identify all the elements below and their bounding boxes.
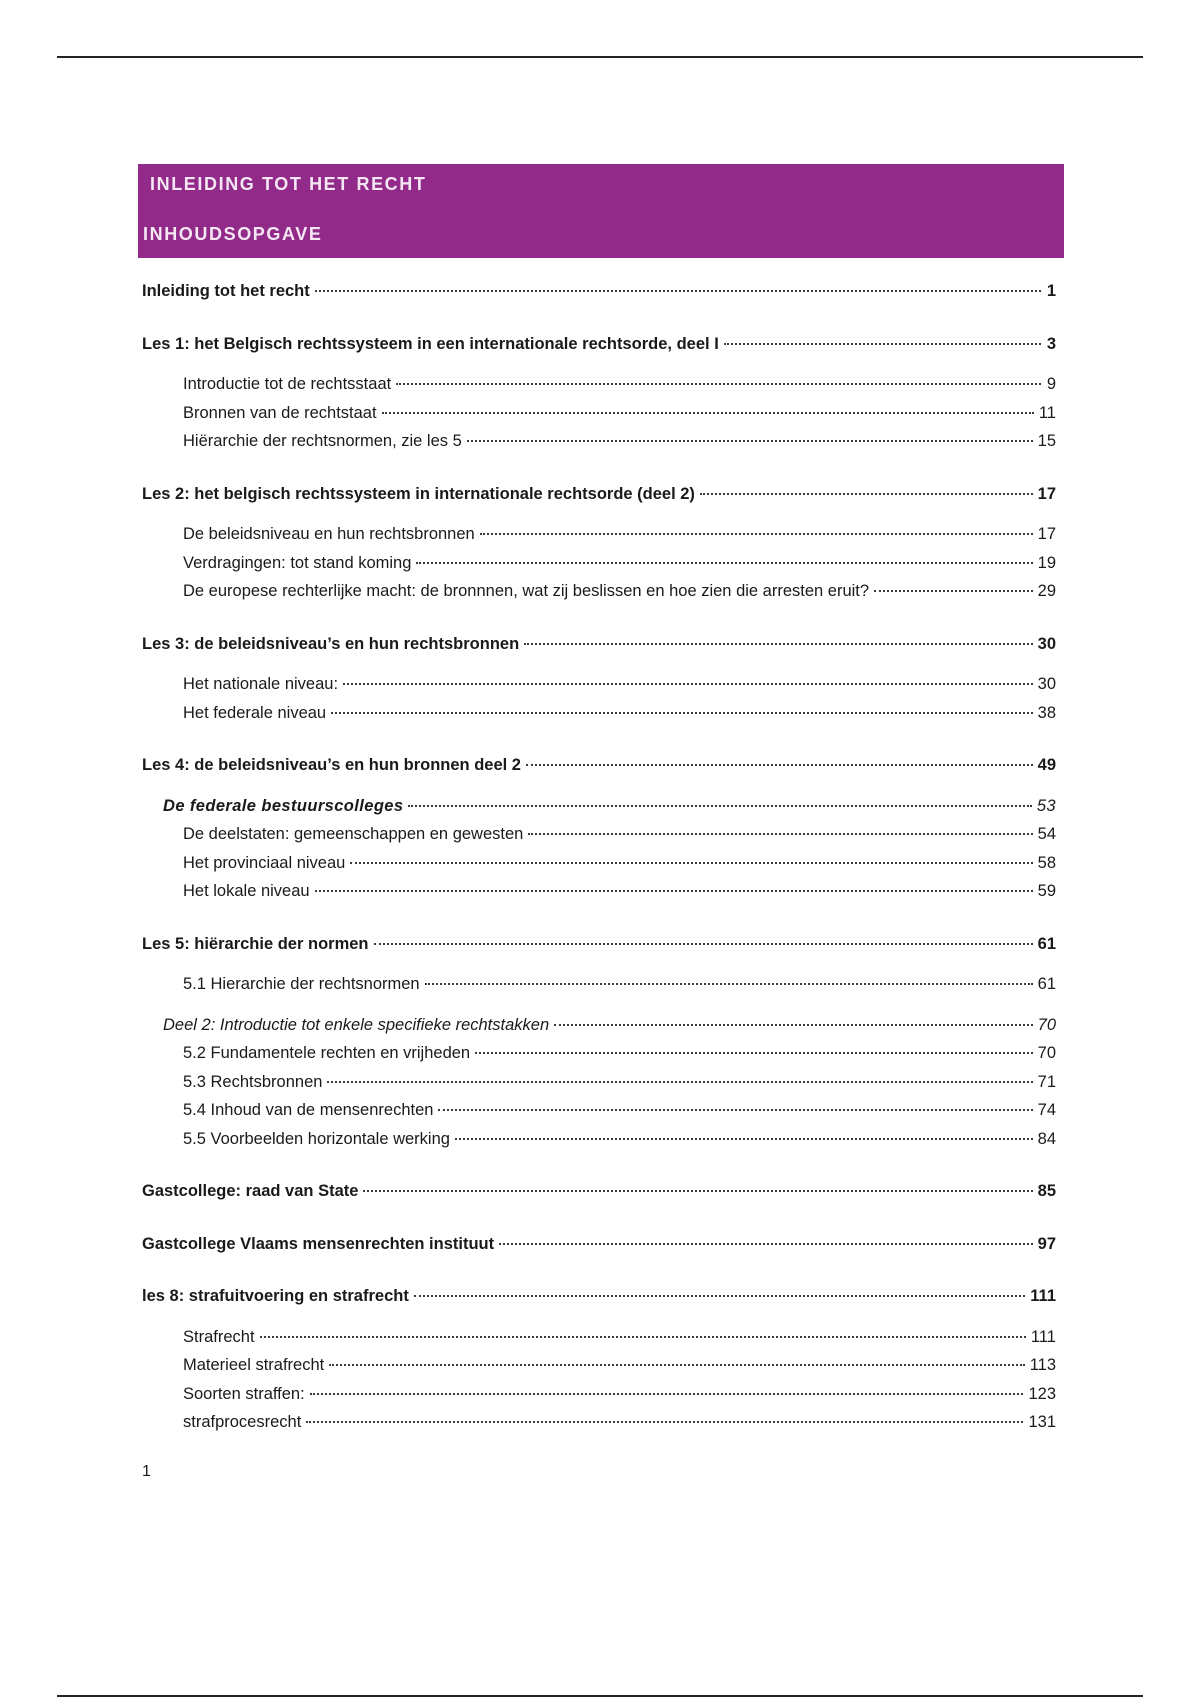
dot-leader bbox=[331, 711, 1033, 714]
toc-entry-page: 74 bbox=[1037, 1101, 1056, 1119]
toc-entry-page: 30 bbox=[1037, 634, 1056, 653]
footer-rule bbox=[57, 1695, 1143, 1697]
toc-spacer bbox=[142, 1263, 1056, 1287]
toc-entry-label: Materieel strafrecht bbox=[183, 1356, 325, 1374]
toc-chapter-entry[interactable] bbox=[142, 335, 1056, 364]
toc-entry-label: 5.3 Rechtsbronnen bbox=[183, 1072, 323, 1091]
toc-entry-page: 17 bbox=[1037, 484, 1056, 503]
toc-entry-label: Het nationale niveau: bbox=[183, 675, 339, 693]
toc-entry-page: 49 bbox=[1037, 756, 1056, 774]
dot-leader bbox=[327, 1080, 1032, 1083]
dot-leader bbox=[350, 861, 1032, 864]
toc-section-entry[interactable] bbox=[142, 1101, 1056, 1130]
toc-entry-page: 113 bbox=[1029, 1356, 1056, 1374]
toc-entry-page: 71 bbox=[1037, 1072, 1056, 1091]
header-rule bbox=[57, 56, 1143, 58]
dot-leader bbox=[467, 439, 1033, 442]
toc-spacer bbox=[142, 1211, 1056, 1235]
toc-entry-label: Hiërarchie der rechtsnormen, zie les 5 bbox=[183, 432, 462, 450]
toc-section-entry[interactable] bbox=[142, 854, 1056, 883]
dot-leader bbox=[438, 1108, 1032, 1111]
toc-section-entry[interactable] bbox=[142, 975, 1056, 1004]
toc-entry-page: 61 bbox=[1037, 934, 1056, 953]
toc-entry-page: 3 bbox=[1046, 334, 1056, 353]
dot-leader bbox=[382, 411, 1034, 414]
toc-entry-page: 30 bbox=[1037, 675, 1056, 693]
toc-entry-label: Les 5: hiërarchie der normen bbox=[142, 934, 369, 953]
toc-section-entry[interactable] bbox=[142, 797, 1056, 826]
table-of-contents bbox=[142, 282, 1056, 1442]
toc-entry-page: 61 bbox=[1037, 975, 1056, 993]
dot-leader bbox=[724, 342, 1041, 345]
toc-entry-page: 97 bbox=[1037, 1234, 1056, 1253]
toc-entry-label: strafprocesrecht bbox=[183, 1413, 302, 1431]
toc-entry-page: 1 bbox=[1046, 282, 1056, 300]
toc-section-entry[interactable] bbox=[142, 582, 1056, 611]
toc-entry-label: 5.1 Hierarchie der rechtsnormen bbox=[183, 975, 420, 993]
toc-entry-page: 53 bbox=[1036, 796, 1056, 815]
toc-entry-label: Soorten straffen: bbox=[183, 1384, 305, 1403]
dot-leader bbox=[416, 561, 1032, 564]
toc-entry-label: De federale bestuurscolleges bbox=[163, 796, 404, 815]
toc-spacer bbox=[142, 513, 1056, 525]
toc-entry-label: Gastcollege: raad van State bbox=[142, 1182, 359, 1200]
dot-leader bbox=[306, 1420, 1023, 1423]
toc-section-entry[interactable] bbox=[142, 675, 1056, 704]
toc-section-entry[interactable] bbox=[142, 825, 1056, 854]
toc-chapter-entry[interactable] bbox=[142, 485, 1056, 514]
dot-leader bbox=[363, 1189, 1032, 1192]
toc-entry-label: les 8: strafuitvoering en strafrecht bbox=[142, 1287, 409, 1305]
toc-section-entry[interactable] bbox=[142, 1130, 1056, 1159]
toc-section-entry[interactable] bbox=[142, 1073, 1056, 1102]
toc-spacer bbox=[142, 461, 1056, 485]
page-number: 1 bbox=[142, 1463, 151, 1480]
toc-entry-page: 58 bbox=[1037, 853, 1056, 872]
toc-section-entry[interactable] bbox=[142, 432, 1056, 461]
dot-leader bbox=[329, 1363, 1024, 1366]
toc-spacer bbox=[142, 732, 1056, 756]
dot-leader bbox=[455, 1137, 1033, 1140]
dot-leader bbox=[499, 1242, 1033, 1245]
toc-entry-page: 70 bbox=[1037, 1044, 1056, 1062]
dot-leader bbox=[315, 889, 1033, 892]
toc-entry-page: 54 bbox=[1037, 825, 1056, 843]
toc-chapter-entry[interactable] bbox=[142, 1287, 1056, 1316]
dot-leader bbox=[260, 1335, 1026, 1338]
toc-entry-label: Les 1: het Belgisch rechtssysteem in een internationale rechtsorde, deel I bbox=[142, 334, 719, 353]
dot-leader bbox=[528, 832, 1032, 835]
dot-leader bbox=[475, 1051, 1033, 1054]
toc-entry-label: Inleiding tot het recht bbox=[142, 282, 310, 300]
toc-entry-page: 123 bbox=[1028, 1384, 1056, 1403]
toc-entry-label: Het provinciaal niveau bbox=[183, 853, 346, 872]
toc-entry-label: Het federale niveau bbox=[183, 703, 327, 722]
toc-entry-page: 29 bbox=[1037, 582, 1056, 600]
toc-spacer bbox=[142, 911, 1056, 935]
toc-section-entry[interactable] bbox=[142, 1328, 1056, 1357]
toc-section-entry[interactable] bbox=[142, 554, 1056, 583]
toc-entry-page: 84 bbox=[1037, 1129, 1056, 1148]
toc-entry-page: 38 bbox=[1037, 703, 1056, 722]
dot-leader bbox=[480, 532, 1033, 535]
toc-section-entry[interactable] bbox=[142, 404, 1056, 433]
dot-leader bbox=[374, 942, 1033, 945]
toc-entry-label: 5.4 Inhoud van de mensenrechten bbox=[183, 1101, 434, 1119]
toc-section-entry[interactable] bbox=[142, 882, 1056, 911]
toc-section-entry[interactable] bbox=[142, 1016, 1056, 1045]
toc-entry-label: De beleidsniveau en hun rechtsbronnen bbox=[183, 525, 475, 543]
toc-section-entry[interactable] bbox=[142, 1044, 1056, 1073]
toc-spacer bbox=[142, 663, 1056, 675]
dot-leader bbox=[408, 804, 1031, 807]
toc-entry-page: 9 bbox=[1046, 375, 1056, 393]
toc-entry-page: 17 bbox=[1037, 525, 1056, 543]
toc-entry-label: 5.5 Voorbeelden horizontale werking bbox=[183, 1129, 450, 1148]
toc-entry-label: Bronnen van de rechtstaat bbox=[183, 403, 377, 422]
toc-spacer bbox=[142, 963, 1056, 975]
toc-spacer bbox=[142, 363, 1056, 375]
dot-leader bbox=[526, 763, 1033, 766]
toc-entry-label: Het lokale niveau bbox=[183, 882, 310, 900]
dot-leader bbox=[425, 982, 1033, 985]
toc-chapter-entry[interactable] bbox=[142, 635, 1056, 664]
toc-chapter-entry[interactable] bbox=[142, 1235, 1056, 1264]
toc-chapter-entry[interactable] bbox=[142, 282, 1056, 311]
toc-entry-label: Les 3: de beleidsniveau’s en hun rechtsbronnen bbox=[142, 634, 520, 653]
toc-section-entry[interactable] bbox=[142, 1356, 1056, 1385]
dot-leader bbox=[396, 382, 1041, 385]
toc-entry-page: 70 bbox=[1037, 1015, 1056, 1034]
toc-section-entry[interactable] bbox=[142, 525, 1056, 554]
document-title: INLEIDING TOT HET RECHT bbox=[150, 174, 427, 194]
dot-leader bbox=[310, 1392, 1024, 1395]
toc-entry-label: Les 4: de beleidsniveau’s en hun bronnen deel 2 bbox=[142, 756, 521, 774]
toc-spacer bbox=[142, 611, 1056, 635]
toc-entry-label: De deelstaten: gemeenschappen en gewesten bbox=[183, 825, 524, 843]
toc-entry-page: 111 bbox=[1030, 1327, 1056, 1346]
toc-section-entry[interactable] bbox=[142, 1385, 1056, 1414]
toc-spacer bbox=[142, 311, 1056, 335]
toc-entry-page: 111 bbox=[1030, 1287, 1056, 1305]
toc-entry-page: 131 bbox=[1028, 1413, 1056, 1431]
dot-leader bbox=[414, 1294, 1025, 1297]
toc-spacer bbox=[142, 1004, 1056, 1016]
toc-entry-label: Verdragingen: tot stand koming bbox=[183, 553, 412, 572]
toc-entry-page: 85 bbox=[1037, 1182, 1056, 1200]
toc-entry-label: Les 2: het belgisch rechtssysteem in internationale rechtsorde (deel 2) bbox=[142, 484, 695, 503]
dot-leader bbox=[343, 682, 1033, 685]
toc-chapter-entry[interactable] bbox=[142, 1182, 1056, 1211]
dot-leader bbox=[700, 492, 1033, 495]
toc-chapter-entry[interactable] bbox=[142, 756, 1056, 785]
toc-chapter-entry[interactable] bbox=[142, 935, 1056, 964]
toc-entry-label: Gastcollege Vlaams mensenrechten instituut bbox=[142, 1234, 495, 1253]
title-banner bbox=[138, 164, 1064, 258]
toc-heading: INHOUDSOPGAVE bbox=[143, 224, 323, 244]
toc-entry-page: 11 bbox=[1038, 403, 1056, 422]
toc-entry-label: Deel 2: Introductie tot enkele specifieke rechtstakken bbox=[163, 1015, 550, 1034]
toc-spacer bbox=[142, 1158, 1056, 1182]
toc-entry-page: 15 bbox=[1037, 432, 1056, 450]
toc-section-entry[interactable] bbox=[142, 1413, 1056, 1442]
dot-leader bbox=[554, 1023, 1033, 1026]
toc-entry-page: 59 bbox=[1037, 882, 1056, 900]
dot-leader bbox=[315, 289, 1041, 292]
dot-leader bbox=[524, 642, 1032, 645]
toc-entry-label: Introductie tot de rechtsstaat bbox=[183, 375, 392, 393]
toc-entry-page: 19 bbox=[1037, 553, 1056, 572]
toc-section-entry[interactable] bbox=[142, 375, 1056, 404]
toc-spacer bbox=[142, 1316, 1056, 1328]
toc-entry-label: Strafrecht bbox=[183, 1327, 255, 1346]
toc-section-entry[interactable] bbox=[142, 704, 1056, 733]
dot-leader bbox=[874, 589, 1033, 592]
toc-entry-label: De europese rechterlijke macht: de bronnnen, wat zij beslissen en hoe zien die arresten eruit? bbox=[183, 582, 870, 600]
toc-entry-label: 5.2 Fundamentele rechten en vrijheden bbox=[183, 1044, 471, 1062]
toc-spacer bbox=[142, 785, 1056, 797]
